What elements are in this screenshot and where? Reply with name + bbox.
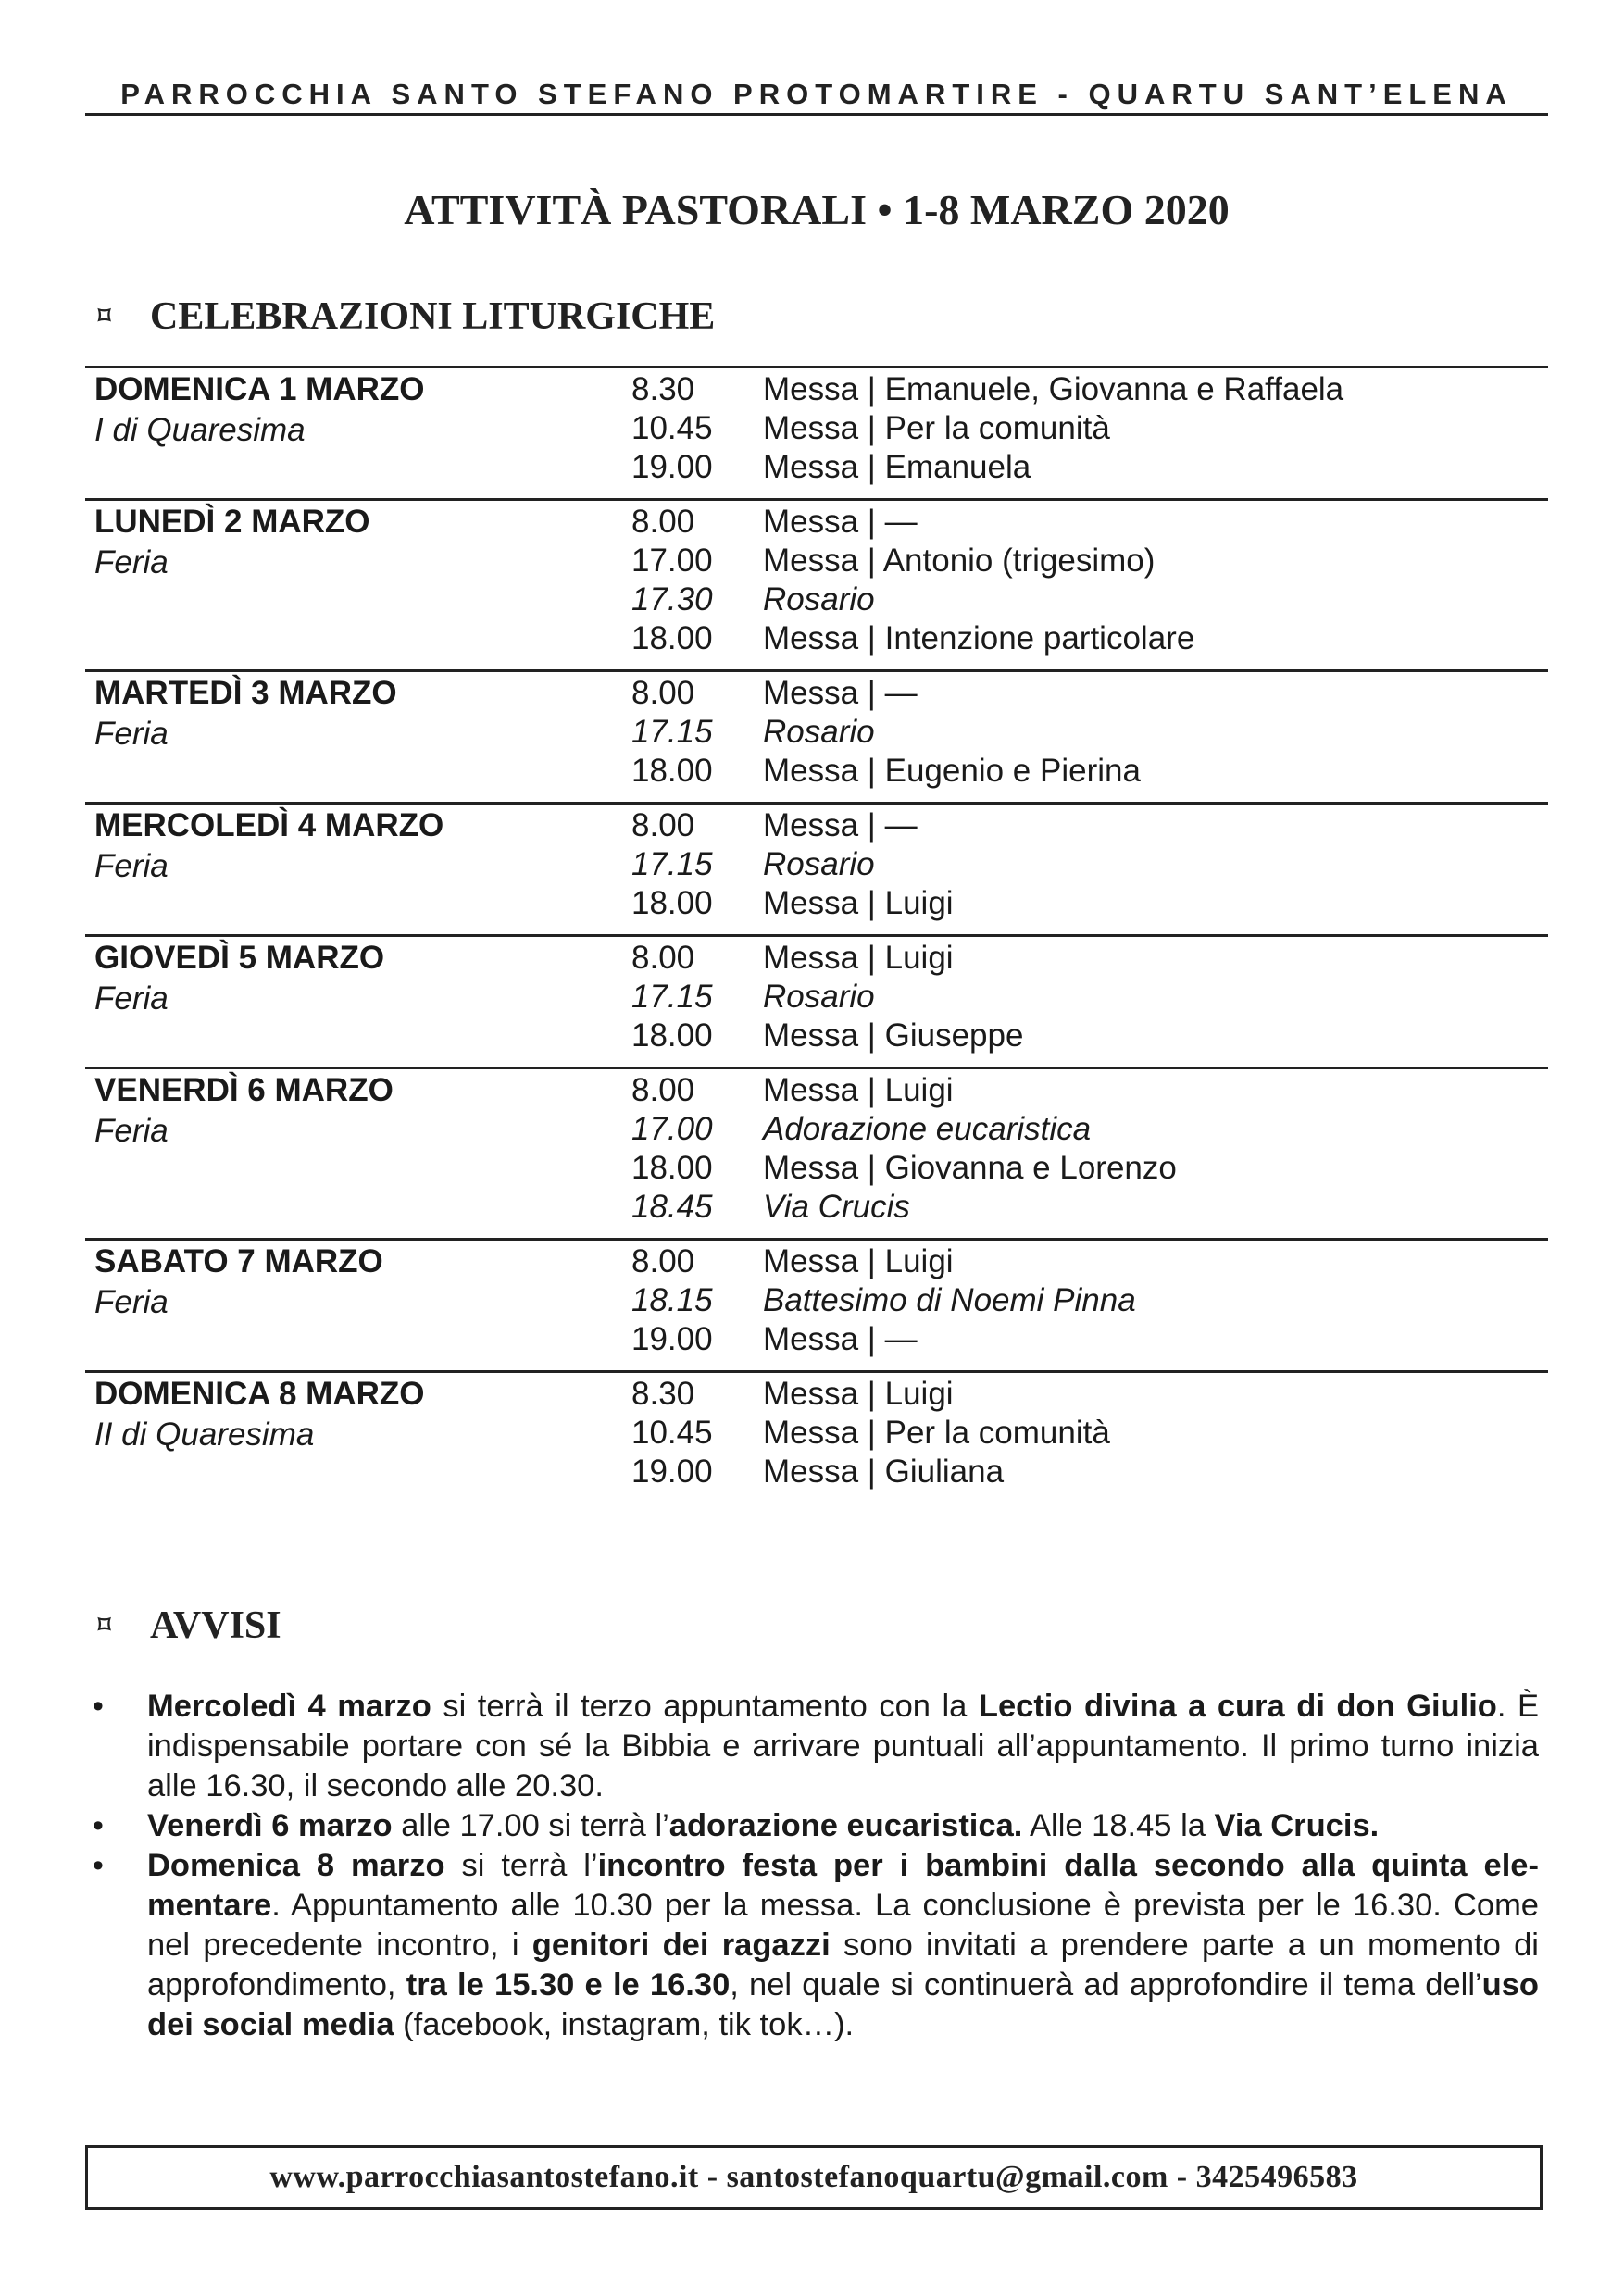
star-bullet-icon: ⌑: [98, 303, 111, 330]
day-events: [631, 368, 1548, 487]
event-description: Rosario: [763, 581, 875, 618]
day-liturgical-note: II di Quaresima: [94, 1416, 315, 1453]
event-description: Battesimo di Noemi Pinna: [763, 1282, 1136, 1318]
event-row: [631, 1071, 1548, 1110]
event-time: 8.00: [631, 940, 695, 976]
event-description: Messa | —: [763, 807, 918, 843]
avviso-highlight: genitori dei ragazzi: [531, 1928, 831, 1963]
event-row: [631, 1281, 1548, 1320]
avviso-text: si terrà l’: [444, 1848, 598, 1883]
section-avvisi-heading: [98, 1603, 281, 1648]
parish-header: PARROCCHIA SANTO STEFANO PROTOMARTIRE - QUARTU SANT’ELENA: [120, 78, 1513, 110]
event-row: [631, 542, 1548, 580]
event-row: [631, 409, 1548, 448]
event-row: [631, 1017, 1548, 1055]
event-row: [631, 884, 1548, 923]
event-description: Messa | Per la comunità: [763, 410, 1110, 446]
event-description: Rosario: [763, 846, 875, 882]
event-description: Messa | Luigi: [763, 940, 954, 976]
day-liturgical-note: Feria: [94, 1284, 169, 1320]
event-row: [631, 1188, 1548, 1227]
day-block: [85, 1238, 1548, 1370]
day-liturgical-note: Feria: [94, 1113, 169, 1149]
avviso-highlight: Via Crucis.: [1214, 1808, 1380, 1843]
event-row: [631, 752, 1548, 791]
event-time: 18.00: [631, 620, 713, 656]
avviso-item: [85, 1846, 1539, 2045]
bullet-icon: •: [93, 1808, 104, 1843]
event-row: [631, 1110, 1548, 1149]
avviso-highlight: uso dei social media: [147, 1967, 1539, 2042]
schedule-table: [85, 366, 1548, 1498]
event-time: 8.00: [631, 1072, 695, 1108]
event-time: 8.00: [631, 1243, 695, 1279]
event-row: [631, 1414, 1548, 1453]
event-description: Messa | Luigi: [763, 1376, 954, 1412]
avviso-highlight: Mercoledì 4 marzo: [147, 1689, 431, 1724]
event-description: Messa | Per la comunità: [763, 1415, 1110, 1451]
avviso-text: . È indispensabile portare con sé la Bibbia e arrivare puntuali all’appuntamento. Il primo turno inizia alle 16.30, il secondo alle 20.30.: [147, 1689, 1539, 1803]
event-time: 10.45: [631, 410, 713, 446]
event-time: 17.00: [631, 1111, 713, 1147]
footer-contacts: www.parrocchiasantostefano.it - santostefanoquartu@gmail.com - 3425496583: [85, 2145, 1543, 2210]
day-events: [631, 672, 1548, 791]
day-events: [631, 1069, 1548, 1227]
event-description: Messa | Luigi: [763, 1072, 954, 1108]
day-block: [85, 802, 1548, 934]
event-row: [631, 674, 1548, 713]
avviso-item: [85, 1687, 1539, 1806]
event-description: Via Crucis: [763, 1189, 910, 1225]
event-row: [631, 503, 1548, 542]
section-celebrazioni-title: CELEBRAZIONI LITURGICHE: [150, 295, 716, 338]
event-row: [631, 370, 1548, 409]
event-description: Messa | —: [763, 1321, 918, 1357]
avviso-highlight: tra le 15.30 e le 16.30: [406, 1967, 731, 2003]
day-name: GIOVEDÌ 5 MARZO: [94, 940, 385, 976]
event-time: 8.00: [631, 675, 695, 711]
day-name: DOMENICA 1 MARZO: [94, 371, 425, 407]
header-rule: [85, 113, 1548, 116]
event-description: Messa | —: [763, 504, 918, 540]
avviso-highlight: Venerdì 6 marzo: [147, 1808, 393, 1843]
day-name: DOMENICA 8 MARZO: [94, 1376, 425, 1412]
page-title: ATTIVITÀ PASTORALI • 1-8 MARZO 2020: [404, 186, 1230, 233]
event-time: 8.00: [631, 504, 695, 540]
section-celebrazioni-heading: [98, 294, 715, 339]
event-row: [631, 1149, 1548, 1188]
day-block: [85, 934, 1548, 1067]
event-time: 10.45: [631, 1415, 713, 1451]
avviso-text: alle 17.00 si terrà l’: [392, 1808, 669, 1843]
day-name: SABATO 7 MARZO: [94, 1243, 383, 1279]
day-events: [631, 937, 1548, 1055]
event-time: 8.30: [631, 1376, 695, 1412]
event-row: [631, 448, 1548, 487]
day-liturgical-note: Feria: [94, 544, 169, 580]
event-row: [631, 580, 1548, 619]
event-description: Messa | Emanuela: [763, 449, 1031, 485]
event-time: 8.00: [631, 807, 695, 843]
event-row: [631, 845, 1548, 884]
event-time: 19.00: [631, 449, 713, 485]
day-block: [85, 1370, 1548, 1498]
day-name: MERCOLEDÌ 4 MARZO: [94, 807, 444, 843]
event-time: 17.15: [631, 714, 713, 750]
event-row: [631, 939, 1548, 978]
event-row: [631, 1453, 1548, 1491]
star-bullet-icon: ⌑: [98, 1612, 111, 1639]
event-time: 18.45: [631, 1189, 713, 1225]
event-time: 18.00: [631, 1150, 713, 1186]
avviso-text: (facebook, instagram, tik tok…).: [394, 2007, 855, 2042]
day-name: MARTEDÌ 3 MARZO: [94, 675, 397, 711]
day-events: [631, 1241, 1548, 1359]
event-time: 18.00: [631, 1017, 713, 1054]
event-description: Adorazione eucaristica: [763, 1111, 1092, 1147]
day-name: LUNEDÌ 2 MARZO: [94, 504, 370, 540]
event-time: 19.00: [631, 1454, 713, 1490]
event-description: Messa | Giuliana: [763, 1454, 1005, 1490]
avviso-highlight: Lectio divina a cura di don Giulio: [978, 1689, 1497, 1724]
avvisi-list: [85, 1687, 1539, 2045]
event-description: Messa | Giovanna e Lorenzo: [763, 1150, 1177, 1186]
event-time: 18.15: [631, 1282, 713, 1318]
day-liturgical-note: Feria: [94, 980, 169, 1017]
event-time: 17.15: [631, 979, 713, 1015]
event-row: [631, 1242, 1548, 1281]
avviso-text: . Appuntamento alle 10.30 per la messa. La conclusione è prevista per le 16.30. Come nel precedente incontro, i: [147, 1888, 1539, 1963]
event-time: 8.30: [631, 371, 695, 407]
event-row: [631, 1320, 1548, 1359]
event-time: 17.00: [631, 543, 713, 579]
day-block: [85, 366, 1548, 498]
event-description: Rosario: [763, 979, 875, 1015]
day-liturgical-note: Feria: [94, 716, 169, 752]
avviso-text: , nel quale si continuerà ad approfondire il tema dell’: [730, 1967, 1482, 2003]
event-description: Messa | Luigi: [763, 885, 954, 921]
event-row: [631, 713, 1548, 752]
event-row: [631, 1375, 1548, 1414]
event-description: Messa | Giuseppe: [763, 1017, 1024, 1054]
day-name: VENERDÌ 6 MARZO: [94, 1072, 394, 1108]
avviso-item: [85, 1806, 1539, 1846]
event-time: 18.00: [631, 753, 713, 789]
avviso-text: si terrà il terzo appuntamento con la: [431, 1689, 979, 1724]
avviso-highlight: incontro festa per i bambini dalla secondo alla quinta elementare: [147, 1848, 1539, 1923]
avviso-highlight: adorazione eucaristica.: [668, 1808, 1023, 1843]
bullet-icon: •: [93, 1689, 104, 1724]
day-block: [85, 498, 1548, 669]
day-events: [631, 1373, 1548, 1491]
event-row: [631, 619, 1548, 658]
event-description: Messa | Intenzione particolare: [763, 620, 1195, 656]
event-description: Messa | Eugenio e Pierina: [763, 753, 1141, 789]
event-time: 19.00: [631, 1321, 713, 1357]
event-row: [631, 978, 1548, 1017]
avviso-text: sono invitati a prendere parte a un momento di approfondimento,: [147, 1928, 1539, 2003]
event-description: Messa | Antonio (trigesimo): [763, 543, 1156, 579]
event-time: 18.00: [631, 885, 713, 921]
avviso-highlight: Domenica 8 marzo: [147, 1848, 445, 1883]
section-avvisi-title: AVVISI: [150, 1604, 281, 1647]
bullet-icon: •: [93, 1848, 104, 1883]
event-time: 17.30: [631, 581, 713, 618]
event-time: 17.15: [631, 846, 713, 882]
day-liturgical-note: I di Quaresima: [94, 412, 306, 448]
event-description: Rosario: [763, 714, 875, 750]
day-events: [631, 805, 1548, 923]
day-block: [85, 669, 1548, 802]
day-block: [85, 1067, 1548, 1238]
day-liturgical-note: Feria: [94, 848, 169, 884]
event-description: Messa | —: [763, 675, 918, 711]
day-events: [631, 501, 1548, 658]
event-description: Messa | Emanuele, Giovanna e Raffaela: [763, 371, 1344, 407]
event-row: [631, 806, 1548, 845]
event-description: Messa | Luigi: [763, 1243, 954, 1279]
avviso-text: Alle 18.45 la: [1022, 1808, 1215, 1843]
